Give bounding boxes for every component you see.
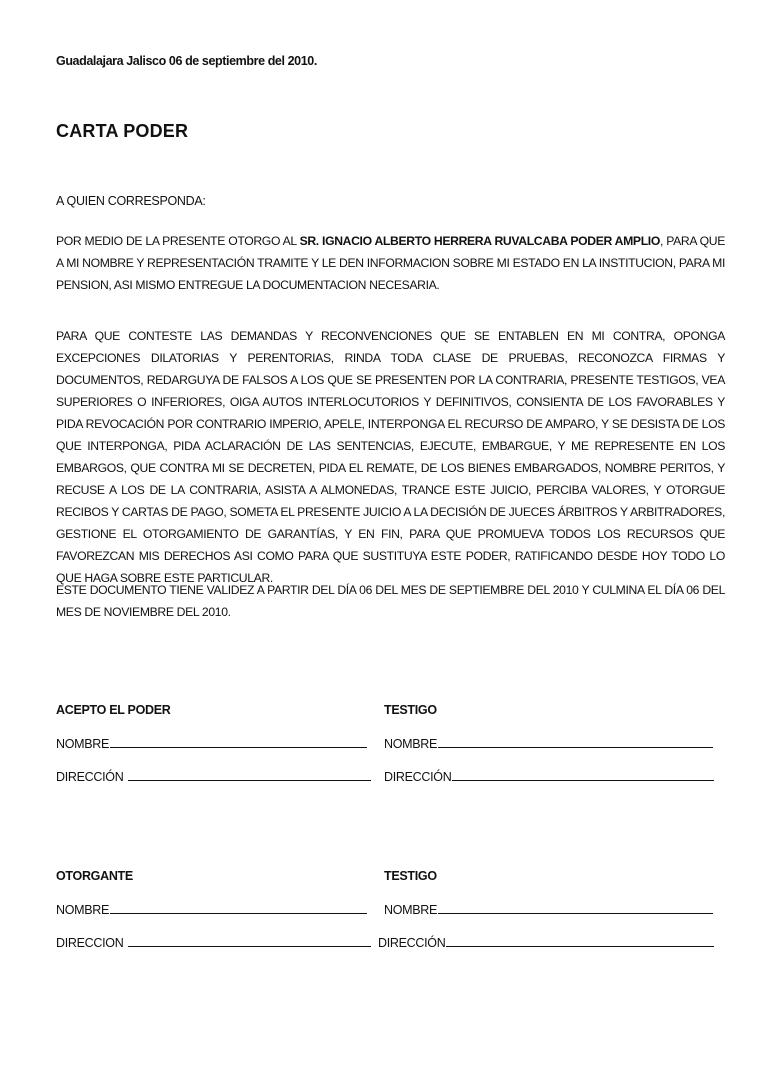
witness2-address-label: DIRECCIÓN (378, 936, 446, 950)
accept-name-label: NOMBRE (56, 737, 110, 751)
witness2-name-field (384, 902, 713, 917)
witness1-address-field (384, 769, 714, 784)
witness1-address-label: DIRECCIÓN (384, 770, 452, 784)
paragraph-validity: ESTE DOCUMENTO TIENE VALIDEZ A PARTIR DEL DÍA 06 DEL MES DE SEPTIEMBRE DEL 2010 Y CULMINA EL DÍA 06 DEL MES DE NOVIEMBRE DEL 2010. (56, 583, 725, 619)
document-title: CARTA PODER (56, 121, 189, 141)
greeting: A QUIEN CORRESPONDA: (56, 194, 206, 208)
witness2-name-label: NOMBRE (384, 903, 438, 917)
accept-address-label: DIRECCIÓN (56, 770, 127, 784)
accept-address-line (128, 769, 371, 781)
accept-name-field (56, 736, 367, 751)
grantee-name: SR. IGNACIO ALBERTO HERRERA RUVALCABA PODER AMPLIO (299, 234, 660, 248)
witness1-name-field (384, 736, 713, 751)
witness1-address-line (452, 769, 714, 781)
grantor-name-label: NOMBRE (56, 903, 110, 917)
witness2-address-line (446, 935, 714, 947)
grantor-heading: OTORGANTE (56, 869, 133, 883)
accept-name-line (110, 736, 367, 748)
paragraph-grant-rest: , PARA QUE A MI NOMBRE Y REPRESENTACIÓN TRAMITE Y LE DEN INFORMACION SOBRE MI ESTADO EN LA INSTITUCION, PARA MI PENSION, ASI MISMO ENTREGUE LA DOCUMENTACION NECESARIA. (56, 234, 725, 292)
witness1-heading: TESTIGO (384, 703, 437, 717)
accept-address-field (56, 769, 371, 784)
witness1-name-label: NOMBRE (384, 737, 438, 751)
grantor-name-line (110, 902, 367, 914)
grantor-address-label: DIRECCION (56, 936, 127, 950)
document-date: Guadalajara Jalisco 06 de septiembre del 2010. (56, 54, 317, 68)
paragraph-grant (56, 230, 725, 296)
grantor-address-line (128, 935, 371, 947)
paragraph-powers: PARA QUE CONTESTE LAS DEMANDAS Y RECONVENCIONES QUE SE ENTABLEN EN MI CONTRA, OPONGA EXCEPCIONES DILATORIAS Y PERENTORIAS, RINDA TODA CLASE DE PRUEBAS, RECONOZCA FIRMAS Y DOCUMENTOS, REDARGUYA DE FALSOS A LOS QUE SE PRESENTEN POR LA CONTRARIA, PRESENTE TESTIGOS, VEA SUPERIORES O INFERIORES, OIGA AUTOS INTERLOCUTORIOS Y DEFINITIVOS, CONSIENTA DE LOS FAVORABLES Y PIDA REVOCACIÓN POR CONTRARIO IMPERIO, APELE, INTERPONGA EL RECURSO DE AMPARO, Y SE DESISTA DE LOS QUE INTERPONGA, PIDA ACLARACIÓN DE LAS SENTENCIAS, EJECUTE, EMBARGUE, Y ME REPRESENTE EN LOS EMBARGOS, QUE CONTRA MI SE DECRETEN, PIDA EL REMATE, DE LOS BIENES EMBARGADOS, NOMBRE PERITOS, Y RECUSE A LOS DE LA CONTRARIA, ASISTA A ALMONEDAS, TRANCE ESTE JUICIO, PERCIBA VALORES, Y OTORGUE RECIBOS Y CARTAS DE PAGO, SOMETA EL PRESENTE JUICIO A LA DECISIÓN DE JUECES ÁRBITROS Y ARBITRADORES, GESTIONE EL OTORGAMIENTO DE GARANTÍAS, Y EN FIN, PARA QUE PROMUEVA TODOS LOS RECURSOS QUE FAVOREZCAN MIS DERECHOS ASI COMO PARA QUE SUSTITUYA ESTE PODER, RATIFICANDO DESDE HOY TODO LO QUE HAGA SOBRE ESTE PARTICULAR. (56, 329, 725, 585)
witness2-heading: TESTIGO (384, 869, 437, 883)
grantor-address-field (56, 935, 371, 950)
grantor-name-field (56, 902, 367, 917)
witness2-address-field (378, 935, 714, 950)
witness2-name-line (438, 902, 713, 914)
witness1-name-line (438, 736, 713, 748)
accept-heading: ACEPTO EL PODER (56, 703, 171, 717)
paragraph-grant-intro: POR MEDIO DE LA PRESENTE OTORGO AL (56, 234, 300, 248)
